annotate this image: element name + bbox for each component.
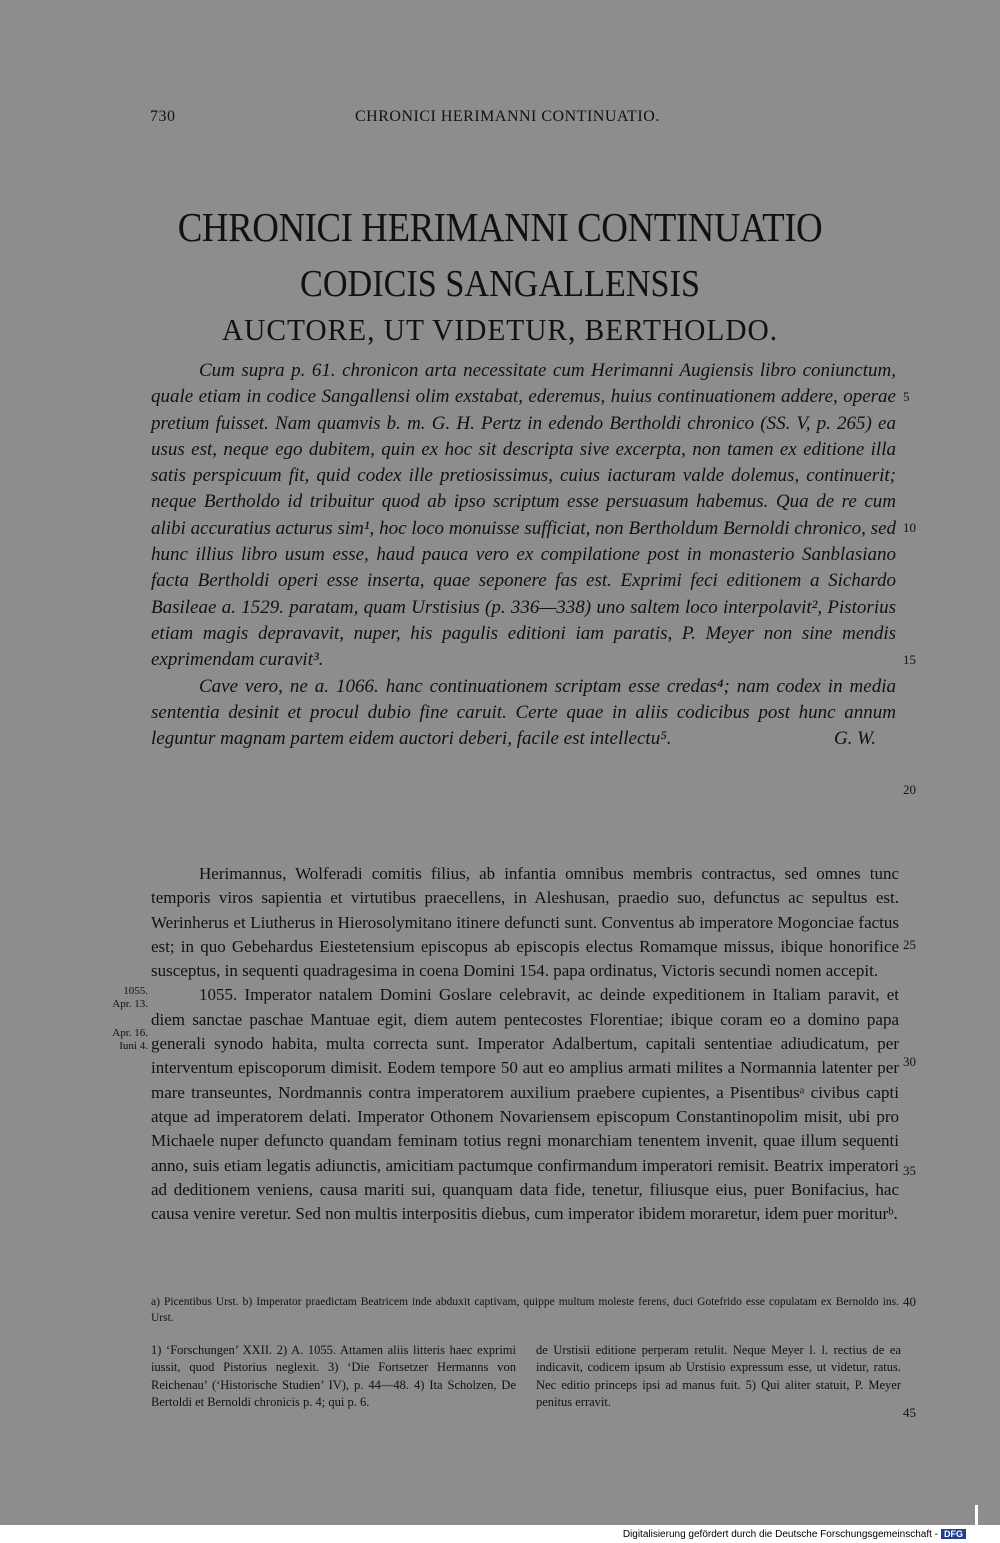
intro-paragraph-1: Cum supra p. 61. chronicon arta necessitate cum Herimanni Augiensis libro coniunctum, quale etiam in codice Sangallensi olim exstabat, ederemus, huius continuationem addere, operae pretium fuisset. Nam quamvis b. m. G. H. Pertz in edendo Bertholdi chronico (SS. V, p. 265) ea usus est, neque ego dubitem, quin ex hoc sit descripta sive excerpta, non tamen ex editione illa satis perspicuum fit, quid codex ille pretiosissimus, cuius iacturam valde dolemus, continuerit; neque Bertholdo id tribuitur quod ab ipso scriptum esse persuasum habemus. Qua de re cum alibi accuratius acturus sim¹, hoc loco monuisse sufficiat, non Bertholdum Bernoldi chronico, sed hunc illius libro usum esse, haud pauca vero ex compilatione post in monasterio Sanblasiano facta Bertholdi operi esse inserta, quae seponere fas est. Exprimi feci editionem a Sichardo Basileae a. 1529. paratam, quam Urstisius (p. 336—338) uno saltem loco interpolavit², Pistorius etiam magis depravavit, nuper, his pagulis editioni iam paratis, P. Meyer non sine mendis exprimendam curavit³. bbox=[151, 360, 896, 671]
line-number-5: 5 bbox=[903, 389, 910, 404]
title-line-3: AUCTORE, UT VIDETUR, BERTHOLDO. bbox=[221, 312, 779, 347]
line-number-20: 20 bbox=[903, 782, 916, 797]
line-number-15: 15 bbox=[903, 652, 916, 667]
main-paragraph-2: 1055. Imperator natalem Domini Goslare celebravit, ac deinde expeditionem in Italiam paravit, et diem sanctae paschae Mantuae egit, diem autem pentecostes Florentiae; ibique coram eo a domino papa generali synodo habita, multa correcta sunt. Imperator Adalbertum, capitali sententiae adiudicatum, per interventum episcoporum dimisit. Eodem tempore 50 aut eo amplius armati milites a Normannia latenter per mare transeuntes, Nordmannis contra imperatorem auxilium praebere cupientes, a Pisentibusᵃ civibus capti atque ad imperatorem delati. Imperator Othonem Novariensem episcopum Constantinopolim misit, ubi pro Michaele nuper defuncto quandam feminam totius regni monarchiam tenentem invenit, quae illum sequenti anno, suis etiam legatis adiunctis, amicitiam pactumque confirmandum imperatori remisit. Beatrix imperatori ad deditionem veniens, causa mariti sui, quanquam data fide, tenetur, filiusque eius, puer Bonifacius, hac causa venire veretur. Sed non multis interpositis diebus, cum imperator ibidem moraretur, idem puer moriturᵇ. bbox=[151, 985, 899, 1224]
title-line-2: CODICIS SANGALLENSIS bbox=[300, 263, 700, 305]
line-number-10: 10 bbox=[903, 520, 916, 535]
margin-note-iuni4: Iuni 4. bbox=[119, 1040, 148, 1052]
dfg-logo: DFG bbox=[941, 1529, 966, 1539]
line-number-45: 45 bbox=[903, 1405, 916, 1420]
intro-paragraph-2 bbox=[151, 674, 896, 753]
critical-apparatus bbox=[151, 1294, 899, 1326]
margin-note-year: 1055. bbox=[123, 985, 148, 997]
editor-signature: G. W. bbox=[833, 728, 876, 750]
line-number-40: 40 bbox=[903, 1294, 916, 1309]
scan-edge-mark bbox=[975, 1505, 978, 1525]
main-text bbox=[151, 862, 899, 1226]
title-line-1: CHRONICI HERIMANNI CONTINUATIO bbox=[177, 204, 823, 250]
margin-note-apr16: Apr. 16. bbox=[112, 1027, 148, 1039]
editorial-introduction bbox=[151, 358, 896, 752]
footnotes-left-column: 1) ‘Forschungen’ XXII. 2) A. 1055. Attamen aliis litteris haec exprimi iussit, quod Pistorius neglexit. 3) ‘Die Fortsetzer Hermanns von Reichenau’ (‘Historische Studien’ IV), p. 44—48. 4) Ita Scholzen, De Bertoldi et Bernoldi chronicis p. 4; qui p. 6. bbox=[151, 1343, 516, 1409]
digitization-credit bbox=[623, 1529, 966, 1540]
apparatus-text: a) Picentibus Urst. b) Imperator praedictam Beatricem inde abduxit captivam, quippe multum moleste ferens, duci Gotefrido esse copulatam ex Bernoldo ins. Urst. bbox=[151, 1296, 899, 1324]
main-paragraph-1: Herimannus, Wolferadi comitis filius, ab infantia omnibus membris contractus, sed omnes tunc temporis viros sapientia et virtutibus praecellens, in Aleshusan, praedio suo, defunctus ac sepultus est. Werinherus et Liutherus in Hierosolymitano itinere defuncti sunt. Conventus ab imperatore Mogonciae factus est; in quo Gebehardus Eiestetensium episcopus ab episcopis electus Romamque missus, ibique honorifice susceptus, in sequenti quadragesima in coena Domini 154. papa ordinatus, Victoris secundi nomen accepit. bbox=[151, 864, 899, 981]
line-number-35: 35 bbox=[903, 1163, 916, 1178]
intro-paragraph-2-text: Cave vero, ne a. 1066. hanc continuationem scriptam esse credas⁴; nam codex in media sententia desinit et procul dubio fine caruit. Certe quae in aliis codicibus post hunc annum leguntur magnam partem eidem auctori deberi, facile est intellectu⁵. bbox=[151, 675, 896, 750]
footnotes-right-column: de Urstisii editione perperam retulit. Neque Meyer l. l. rectius de ea indicavit, codicem ipsum ab Urstisio expressum esse, ut videtur, ratus. Nec editio princeps ipsi ad manus fuit. 5) Qui aliter statuit, P. Meyer penitus erravit. bbox=[536, 1343, 901, 1409]
line-number-30: 30 bbox=[903, 1054, 916, 1069]
credit-text: Digitalisierung gefördert durch die Deutsche Forschungsgemeinschaft - bbox=[622, 1529, 938, 1540]
line-number-25: 25 bbox=[903, 937, 916, 952]
margin-note-apr13: Apr. 13. bbox=[112, 998, 148, 1010]
running-title: CHRONICI HERIMANNI CONTINUATIO. bbox=[355, 108, 660, 125]
page-number: 730 bbox=[150, 108, 176, 125]
